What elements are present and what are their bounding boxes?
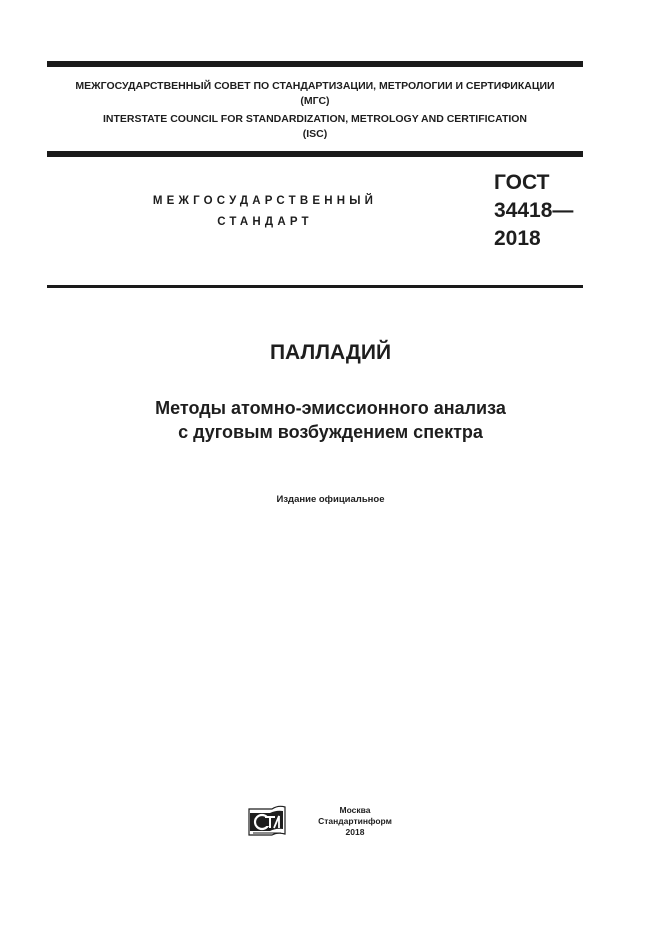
council-name-en bbox=[47, 112, 583, 142]
publisher-city: Москва bbox=[339, 805, 371, 815]
standartinform-logo-icon bbox=[248, 805, 286, 837]
bottom-divider bbox=[47, 285, 583, 288]
publisher-name: Стандартинформ bbox=[318, 816, 392, 826]
document-subtitle bbox=[0, 396, 661, 444]
middle-divider bbox=[47, 151, 583, 157]
standard-code bbox=[494, 169, 573, 253]
standard-type-label bbox=[130, 191, 400, 233]
council-name-ru-line1: МЕЖГОСУДАРСТВЕННЫЙ СОВЕТ ПО СТАНДАРТИЗАЦИИ, МЕТРОЛОГИИ И СЕРТИФИКАЦИИ bbox=[75, 80, 555, 92]
standard-code-number: 34418— bbox=[494, 199, 574, 222]
document-subtitle-line2: с дуговым возбуждением спектра bbox=[178, 422, 483, 442]
council-abbr-en: (ISC) bbox=[302, 128, 328, 140]
document-title: ПАЛЛАДИЙ bbox=[269, 341, 392, 364]
publisher-year: 2018 bbox=[345, 827, 365, 837]
standard-type-line1: МЕЖГОСУДАРСТВЕННЫЙ bbox=[152, 195, 378, 207]
standard-code-year: 2018 bbox=[494, 227, 541, 250]
top-divider bbox=[47, 61, 583, 67]
publisher-info bbox=[300, 805, 410, 838]
standard-code-prefix: ГОСТ bbox=[494, 171, 550, 194]
standard-type-line2: СТАНДАРТ bbox=[217, 216, 313, 228]
council-name-en-line1: INTERSTATE COUNCIL FOR STANDARDIZATION, METROLOGY AND CERTIFICATION bbox=[102, 113, 528, 125]
document-subtitle-line1: Методы атомно-эмиссионного анализа bbox=[155, 398, 506, 418]
council-name-ru bbox=[47, 79, 583, 109]
edition-label: Издание официальное bbox=[276, 494, 385, 505]
council-abbr-ru: (МГС) bbox=[300, 95, 330, 107]
